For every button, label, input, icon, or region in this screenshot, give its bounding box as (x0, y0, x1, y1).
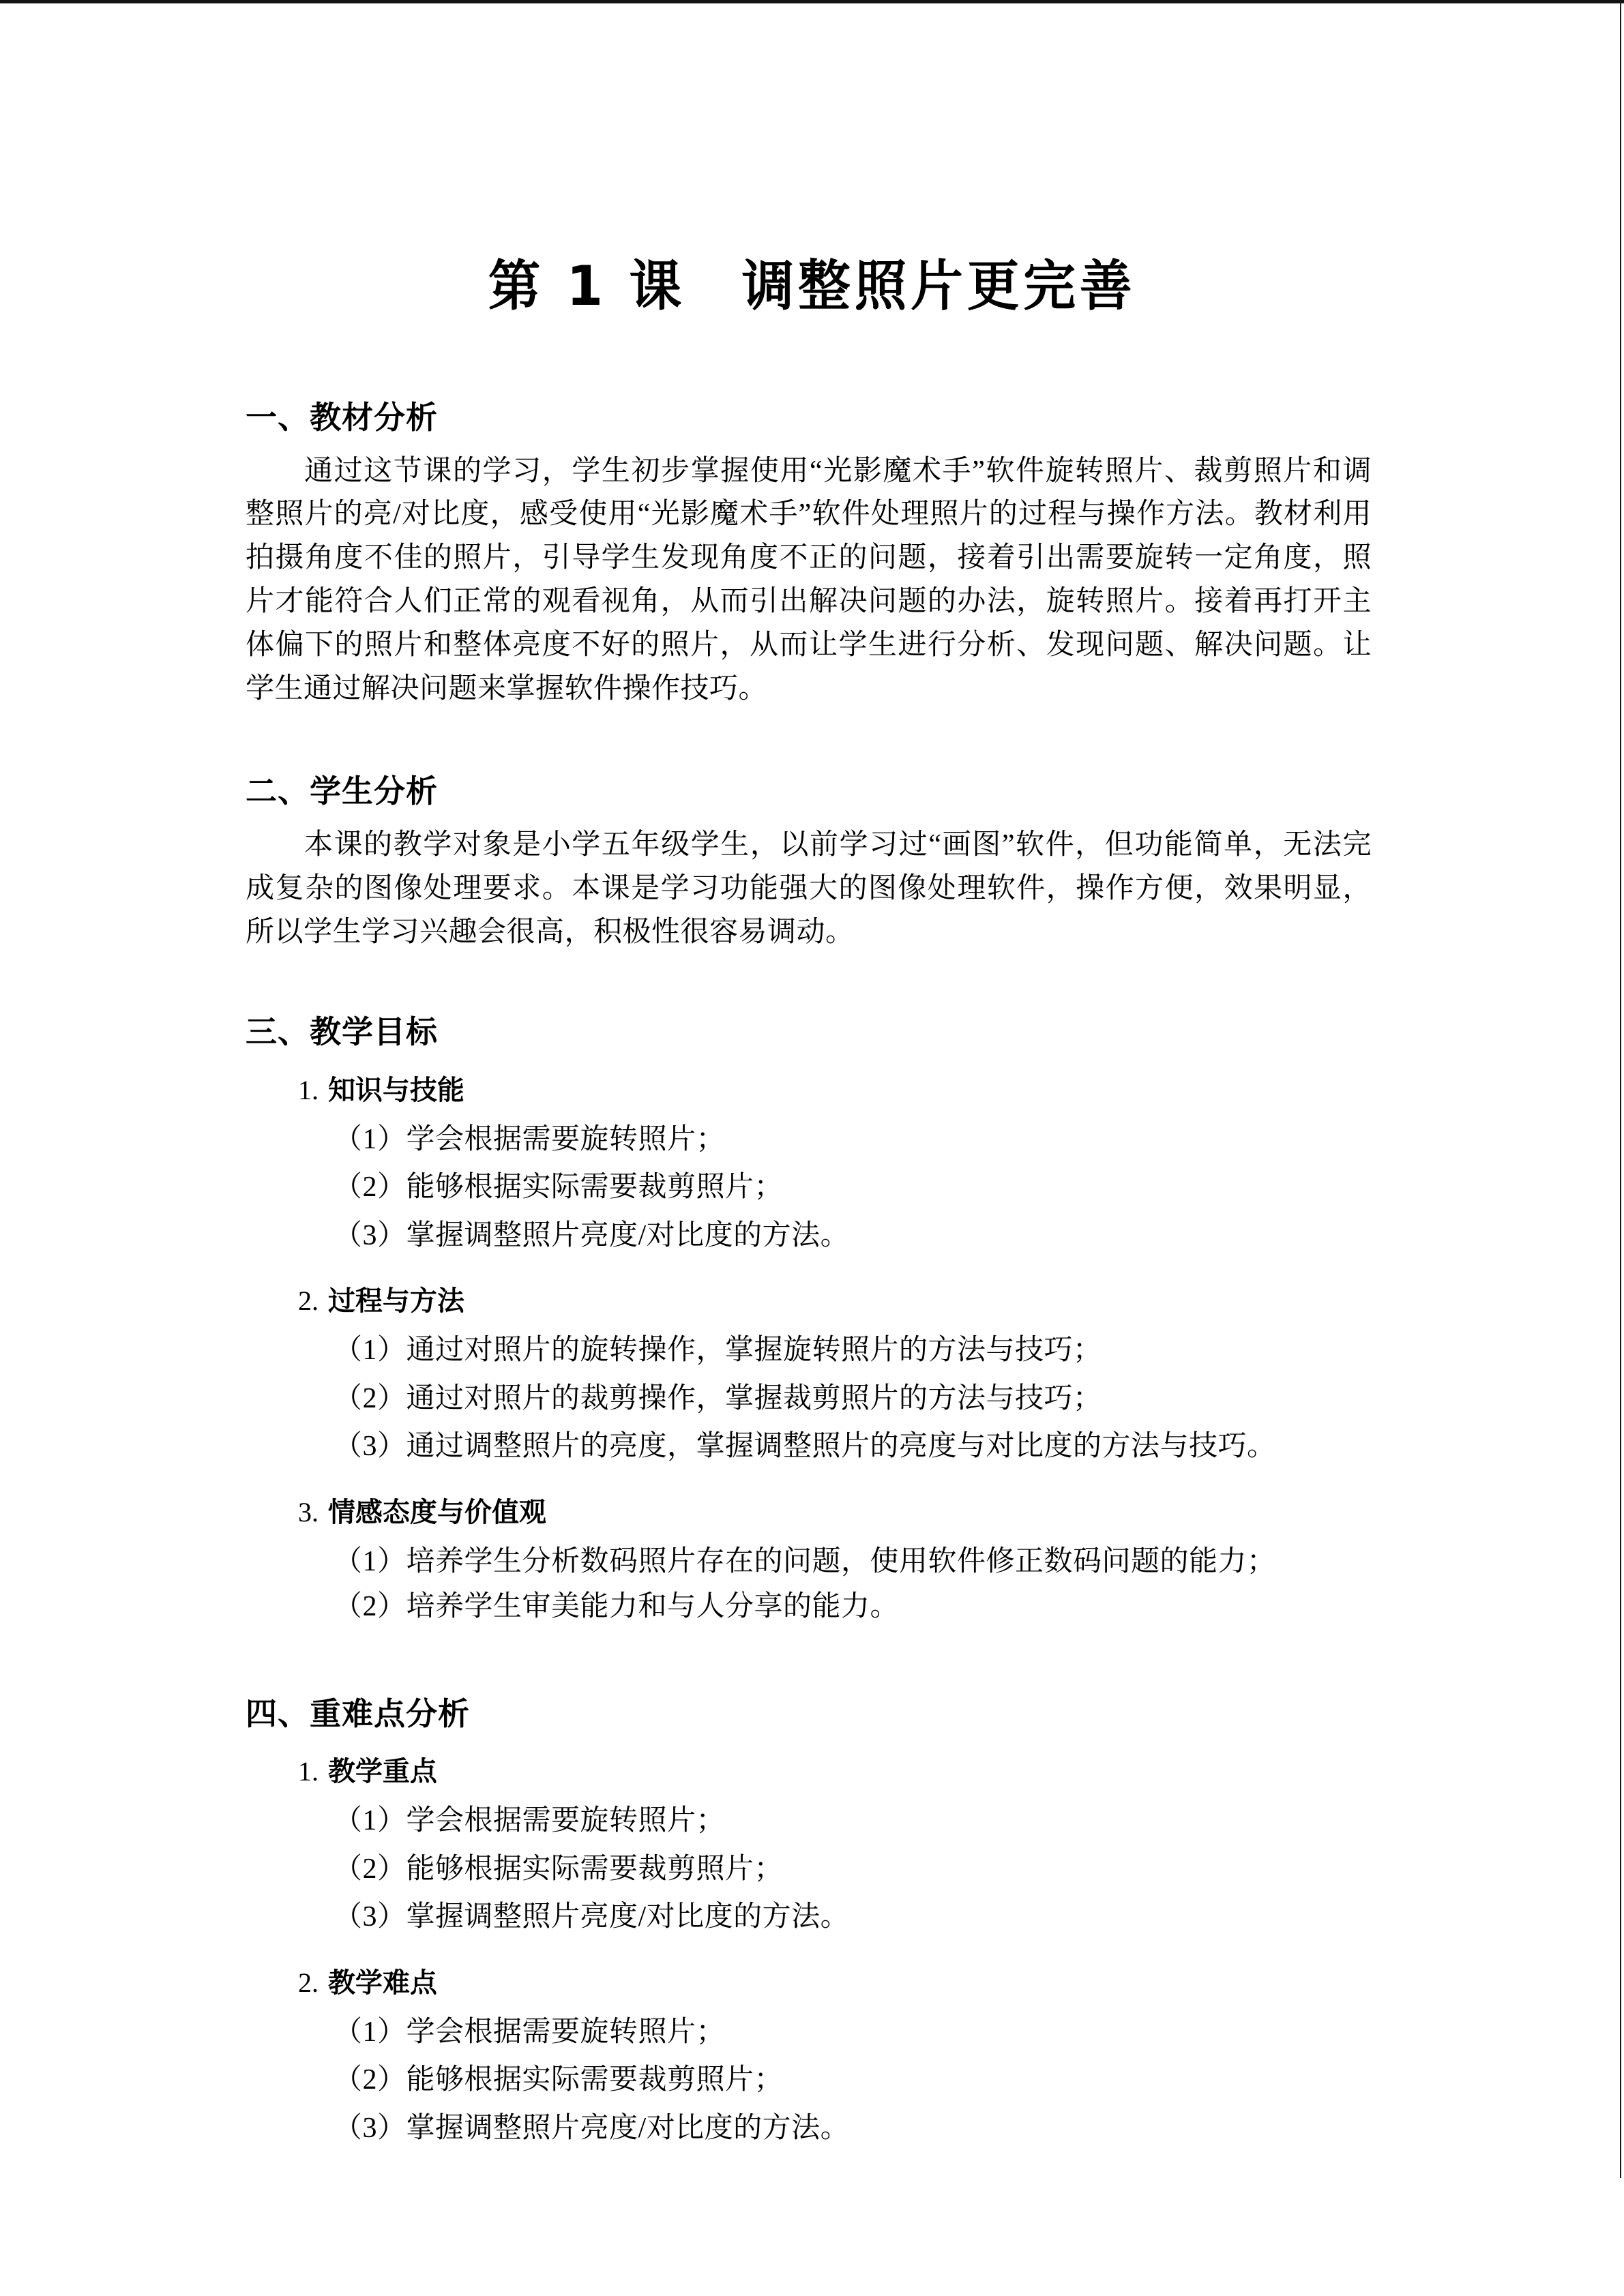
list-item: （1）学会根据需要旋转照片； (334, 1805, 726, 1837)
subsection-item-list-4-1 (0, 1789, 1624, 1944)
subsection-heading-4-1 (0, 1733, 1624, 1789)
subsection-title: 情感态度与价值观 (327, 1496, 546, 1528)
subsection-heading-3-3 (0, 1474, 1624, 1530)
list-item: （3）掌握调整照片亮度/对比度的方法。 (334, 2112, 850, 2144)
list-item: （1）培养学生分析数码照片存在的问题，使用软件修正数码问题的能力； (334, 1545, 1276, 1577)
subsection-item-list-4-2 (0, 2001, 1624, 2156)
subsection-heading-3-2 (0, 1263, 1624, 1319)
subsection-title: 过程与方法 (327, 1285, 464, 1317)
subsection-title: 教学难点 (327, 1967, 437, 1999)
subsection-title: 教学重点 (327, 1756, 437, 1788)
subsection-number: 1. (298, 1074, 319, 1105)
section-paragraph-2: 本课的教学对象是小学五年级学生，以前学习过“画图”软件，但功能简单，无法完成复杂的图像处理要求。本课是学习功能强大的图像处理软件，操作方便，效果明显，所以学生学习兴趣会很高，积极性很容易调动。 (246, 829, 1372, 948)
subsection-item-list-3-2 (0, 1319, 1624, 1474)
list-item: （1）学会根据需要旋转照片； (334, 2016, 726, 2048)
section-heading-3: 三、教学目标 (246, 1013, 438, 1051)
list-item: （1）通过对照片的旋转操作，掌握旋转照片的方法与技巧； (334, 1335, 1102, 1367)
section-paragraph-1: 通过这节课的学习，学生初步掌握使用“光影魔术手”软件旋转照片、裁剪照片和调整照片的亮/对比度，感受使用“光影魔术手”软件处理照片的过程与操作方法。教材利用拍摄角度不佳的照片，引导学生发现角度不正的问题，接着引出需要旋转一定角度，照片才能符合人们正常的观看视角，从而引出解决问题的办法，旋转照片。接着再打开主体偏下的照片和整体亮度不好的照片，从而让学生进行分析、发现问题、解决问题。让学生通过解决问题来掌握软件操作技巧。 (246, 455, 1372, 704)
subsection-number: 3. (298, 1496, 319, 1527)
subsection-item-list-3-3 (0, 1530, 1624, 1632)
subsection-item-list-3-1 (0, 1108, 1624, 1263)
section-heading-1: 一、教材分析 (246, 399, 438, 436)
subsection-number: 2. (298, 1967, 319, 1998)
list-item: （1）学会根据需要旋转照片； (334, 1123, 726, 1155)
list-item: （2）能够根据实际需要裁剪照片； (334, 1172, 784, 1204)
section-heading-4: 四、重难点分析 (246, 1695, 470, 1732)
page-title: 第 1 课 调整照片更完善 (488, 254, 1136, 318)
subsection-number: 1. (298, 1756, 319, 1787)
list-item: （2）培养学生审美能力和与人分享的能力。 (334, 1591, 900, 1623)
subsection-heading-3-1 (0, 1052, 1624, 1108)
list-item: （2）通过对照片的裁剪操作，掌握裁剪照片的方法与技巧； (334, 1382, 1102, 1414)
subsection-heading-4-2 (0, 1945, 1624, 2001)
list-item: （3）掌握调整照片亮度/对比度的方法。 (334, 1219, 850, 1251)
list-item: （2）能够根据实际需要裁剪照片； (334, 1853, 784, 1885)
list-item: （3）掌握调整照片亮度/对比度的方法。 (334, 1901, 850, 1933)
subsection-number: 2. (298, 1285, 319, 1317)
list-item: （3）通过调整照片的亮度，掌握调整照片的亮度与对比度的方法与技巧。 (334, 1431, 1276, 1463)
list-item: （2）能够根据实际需要裁剪照片； (334, 2064, 784, 2096)
section-heading-2: 二、学生分析 (246, 773, 438, 810)
subsection-title: 知识与技能 (327, 1074, 464, 1106)
